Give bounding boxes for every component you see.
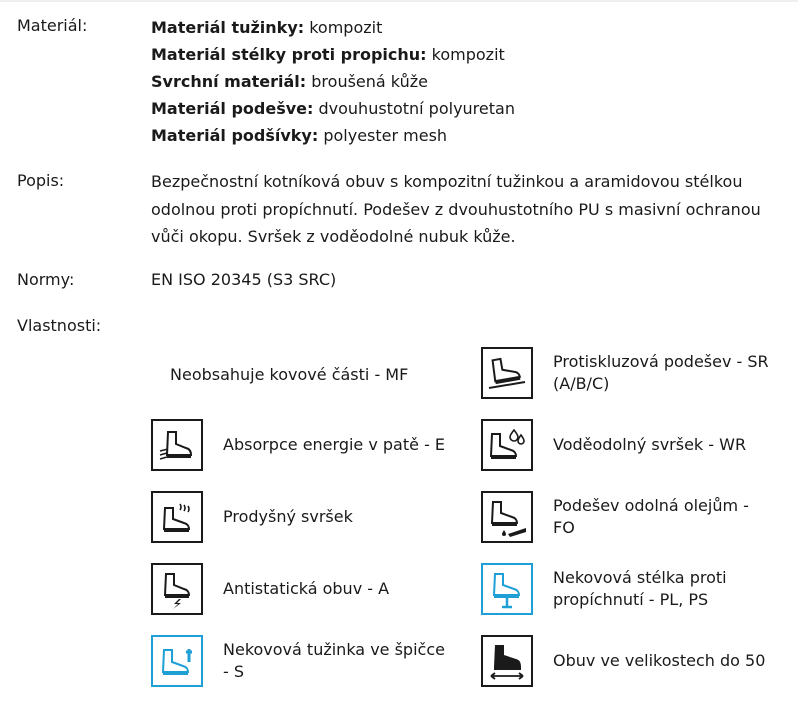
description-label: Popis: — [17, 171, 65, 190]
boot-size-icon — [481, 635, 533, 687]
description-line: vůči okopu. Svršek z voděodolné nubuk kůže. — [151, 227, 516, 246]
material-list — [151, 14, 515, 149]
description-line: Bezpečnostní kotníková obuv s kompozitní tužinkou a aramidovou stélkou — [151, 172, 743, 191]
material-item-lining: Materiál podšívky: polyester mesh — [151, 126, 448, 145]
feature-nonmetal-insole — [481, 563, 727, 615]
description-text — [151, 168, 791, 251]
feature-text: Protiskluzová podešev - SR (A/B/C) — [553, 352, 769, 393]
boot-oil-resistant-icon — [481, 491, 533, 543]
feature-oil-resistant-sole — [481, 491, 749, 543]
feature-waterproof-upper — [481, 419, 746, 471]
feature-metal-free — [170, 365, 408, 384]
description-line: odolnou proti propíchnutí. Podešev z dvouhustotního PU s masivní ochranou — [151, 199, 761, 219]
feature-antislip-sole — [481, 347, 769, 399]
boot-antistatic-icon — [151, 563, 203, 615]
feature-text: Podešev odolná olejům - FO — [553, 496, 749, 537]
feature-text: Prodyšný svršek — [223, 507, 353, 526]
feature-large-sizes — [481, 635, 765, 687]
boot-waterproof-icon — [481, 419, 533, 471]
material-item-sole: Materiál podešve: dvouhustotní polyuretan — [151, 99, 515, 118]
top-divider — [0, 0, 798, 2]
material-item-insole: Materiál stélky proti propichu: kompozit — [151, 45, 505, 64]
feature-heel-energy-absorption — [151, 419, 445, 471]
feature-text: Antistatická obuv - A — [223, 579, 390, 598]
feature-text: Neobsahuje kovové části - MF — [170, 365, 409, 384]
feature-text: Voděodolný svršek - WR — [553, 435, 747, 454]
feature-text: Obuv ve velikostech do 50 — [553, 651, 766, 670]
material-item-upper: Svrchní materiál: broušená kůže — [151, 72, 428, 91]
feature-text: Nekovová stélka proti propíchnutí - PL, PS — [553, 568, 727, 609]
feature-antistatic — [151, 563, 389, 615]
feature-nonmetal-toecap — [151, 635, 445, 687]
feature-breathable-upper — [151, 491, 353, 543]
boot-nonmetal-toecap-icon — [151, 635, 203, 687]
feature-text: Nekovová tužinka ve špičce - S — [223, 640, 445, 681]
material-label: Materiál: — [17, 16, 88, 35]
boot-heel-absorption-icon — [151, 419, 203, 471]
material-item-toecap: Materiál tužinky: kompozit — [151, 18, 383, 37]
boot-antislip-icon — [481, 347, 533, 399]
boot-nonmetal-insole-icon — [481, 563, 533, 615]
boot-breathable-icon — [151, 491, 203, 543]
standards-label: Normy: — [17, 270, 75, 289]
properties-label: Vlastnosti: — [17, 316, 102, 335]
feature-text: Absorpce energie v patě - E — [223, 435, 446, 454]
standards-value: EN ISO 20345 (S3 SRC) — [151, 270, 337, 289]
